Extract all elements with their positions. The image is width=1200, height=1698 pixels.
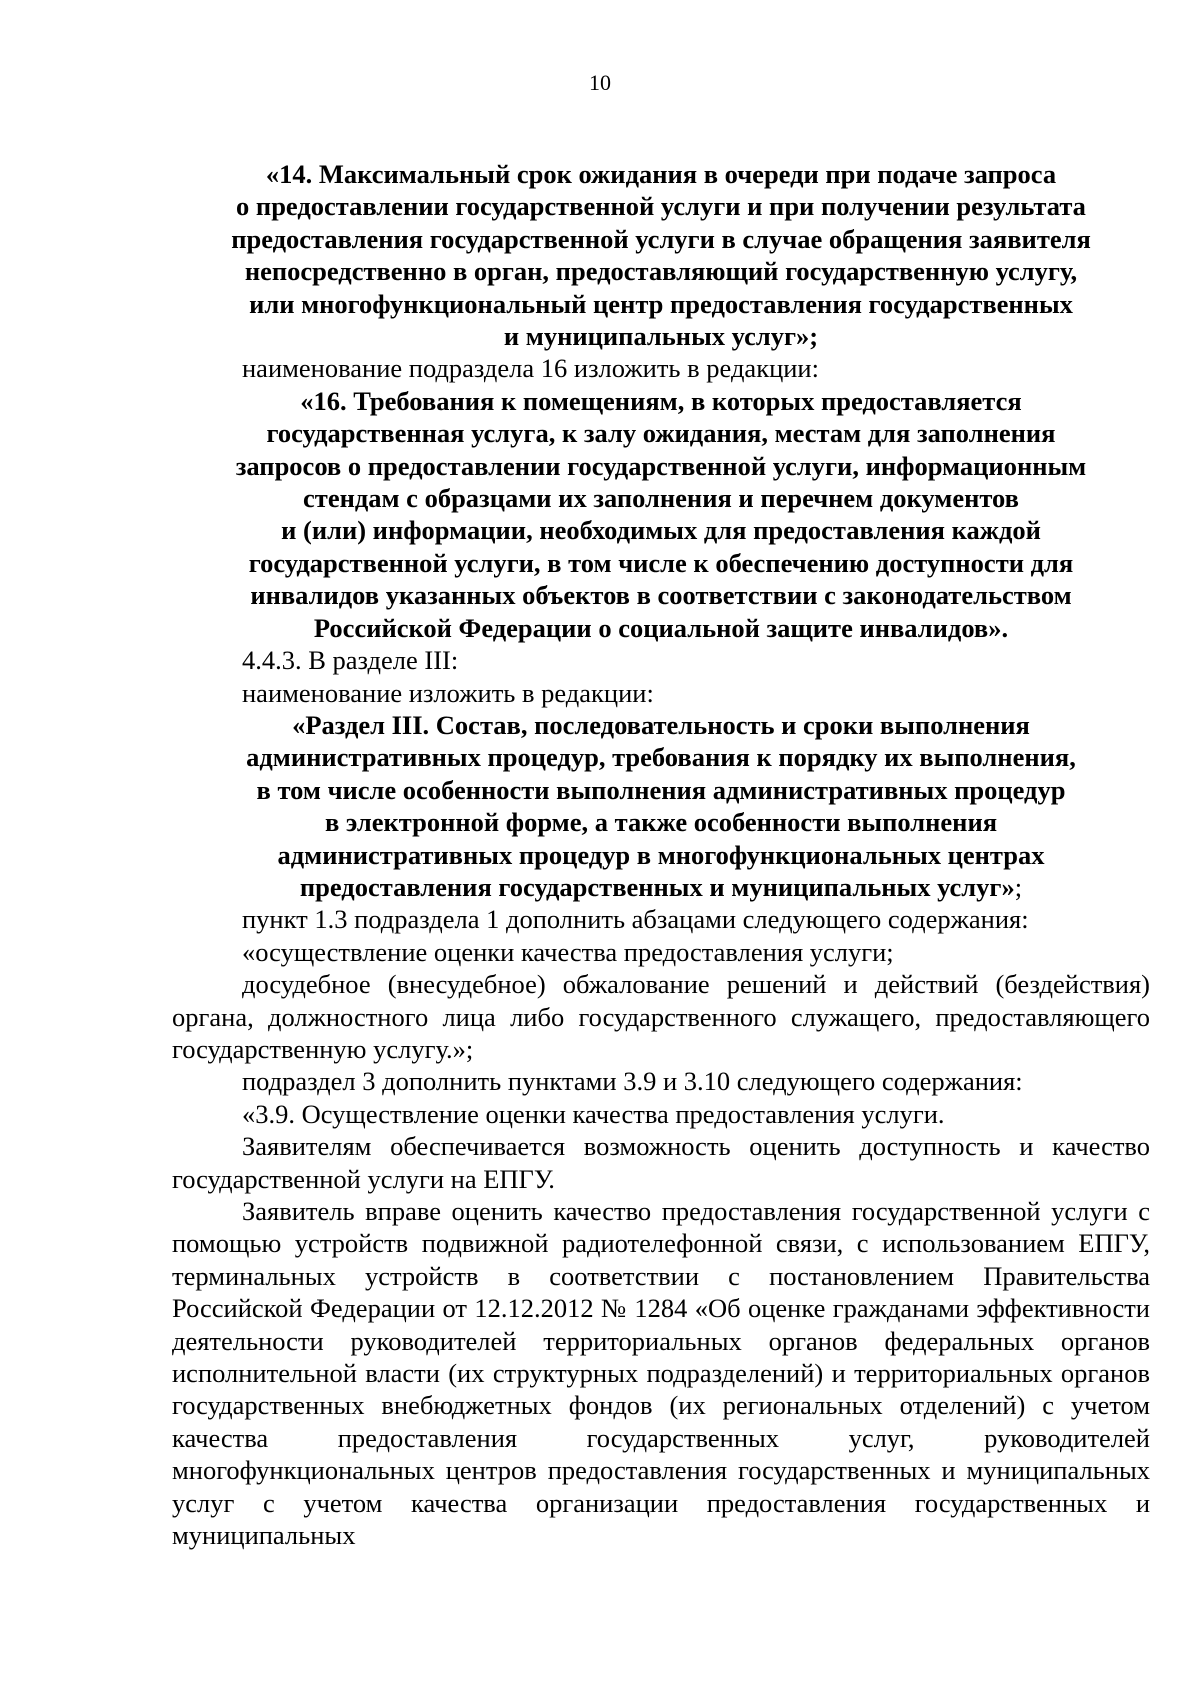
heading-section-3 [172, 709, 1150, 903]
paragraph-3-9: «3.9. Осуществление оценки качества предоставления услуги. [242, 1098, 945, 1129]
heading-line: Российской Федерации о социальной защите инвалидов». [313, 612, 1009, 643]
heading-subsection-14 [172, 158, 1150, 352]
heading-line: административных процедур, требования к порядку их выполнения, [246, 742, 1076, 773]
heading-line: или многофункциональный центр предоставления государственных [249, 288, 1073, 319]
paragraph-rename: наименование изложить в редакции: [242, 677, 654, 708]
heading-line: административных процедур в многофункциональных центрах [277, 839, 1045, 870]
paragraph-point-1-3: пункт 1.3 подраздела 1 дополнить абзацами следующего содержания: [242, 904, 1029, 935]
paragraph-subsection-3: подраздел 3 дополнить пунктами 3.9 и 3.10 следующего содержания: [242, 1066, 1023, 1097]
paragraph-epgu: Заявителям обеспечивается возможность оценить доступность и качество государственной услуги на ЕПГУ. [172, 1131, 1150, 1194]
page-number: 10 [589, 70, 611, 95]
paragraph-rename-16: наименование подраздела 16 изложить в редакции: [242, 353, 819, 384]
paragraph-quality: «осуществление оценки качества предоставления услуги; [242, 936, 894, 967]
heading-text: предоставления государственных и муниципальных услуг» [299, 871, 1015, 902]
heading-subsection-16 [172, 385, 1150, 644]
document-body [172, 158, 1150, 1551]
heading-line: «14. Максимальный срок ожидания в очереди при подаче запроса [265, 159, 1057, 189]
paragraph-4-4-3: 4.4.3. В разделе III: [242, 645, 459, 676]
heading-line: «Раздел III. Состав, последовательность и сроки выполнения [292, 709, 1030, 740]
heading-line: инвалидов указанных объектов в соответствии с законодательством [250, 580, 1072, 611]
heading-line: в том числе особенности выполнения административных процедур [256, 774, 1066, 805]
heading-line: стендам с образцами их заполнения и перечнем документов [303, 483, 1019, 514]
heading-tail: ; [1014, 871, 1023, 902]
heading-line: в электронной форме, а также особенности выполнения [324, 807, 998, 838]
heading-line: и (или) информации, необходимых для предоставления каждой [281, 515, 1041, 546]
heading-line: государственная услуга, к залу ожидания, местам для заполнения [266, 418, 1056, 449]
paragraph-appeal: досудебное (внесудебное) обжалование решений и действий (бездействия) органа, должностного лица либо государственного служащего, предоставляющего государственную услугу.»; [172, 969, 1150, 1064]
heading-line: непосредственно в орган, предоставляющий государственную услугу, [244, 256, 1078, 287]
heading-line-last [172, 871, 1150, 903]
paragraph-applicant-right: Заявитель вправе оценить качество предоставления государственной услуги с помощью устройств подвижной радиотелефонной связи, с использованием ЕПГУ, терминальных устройств в соответствии с постановлением Правительства Российской Федерации от 12.12.2012 № 1284 «Об оценке гражданами эффективности деятельности руководителей территориальных органов федеральных органов исполнительной власти (их структурных подразделений) и территориальных органов государственных внебюджетных фондов (их региональных отделений) с учетом качества предоставления государственных услуг, руководителей многофункциональных центров предоставления государственных и муниципальных услуг с учетом качества организации предоставления государственных и муниципальных [172, 1196, 1150, 1551]
heading-line: предоставления государственной услуги в случае обращения заявителя [231, 223, 1091, 254]
heading-line: государственной услуги, в том числе к обеспечению доступности для [248, 547, 1074, 578]
heading-line: и муниципальных услуг»; [503, 321, 819, 352]
heading-line: «16. Требования к помещениям, в которых предоставляется [300, 385, 1022, 416]
heading-line: запросов о предоставлении государственной услуги, информационным [235, 450, 1087, 481]
heading-line: о предоставлении государственной услуги и при получении результата [236, 191, 1086, 222]
